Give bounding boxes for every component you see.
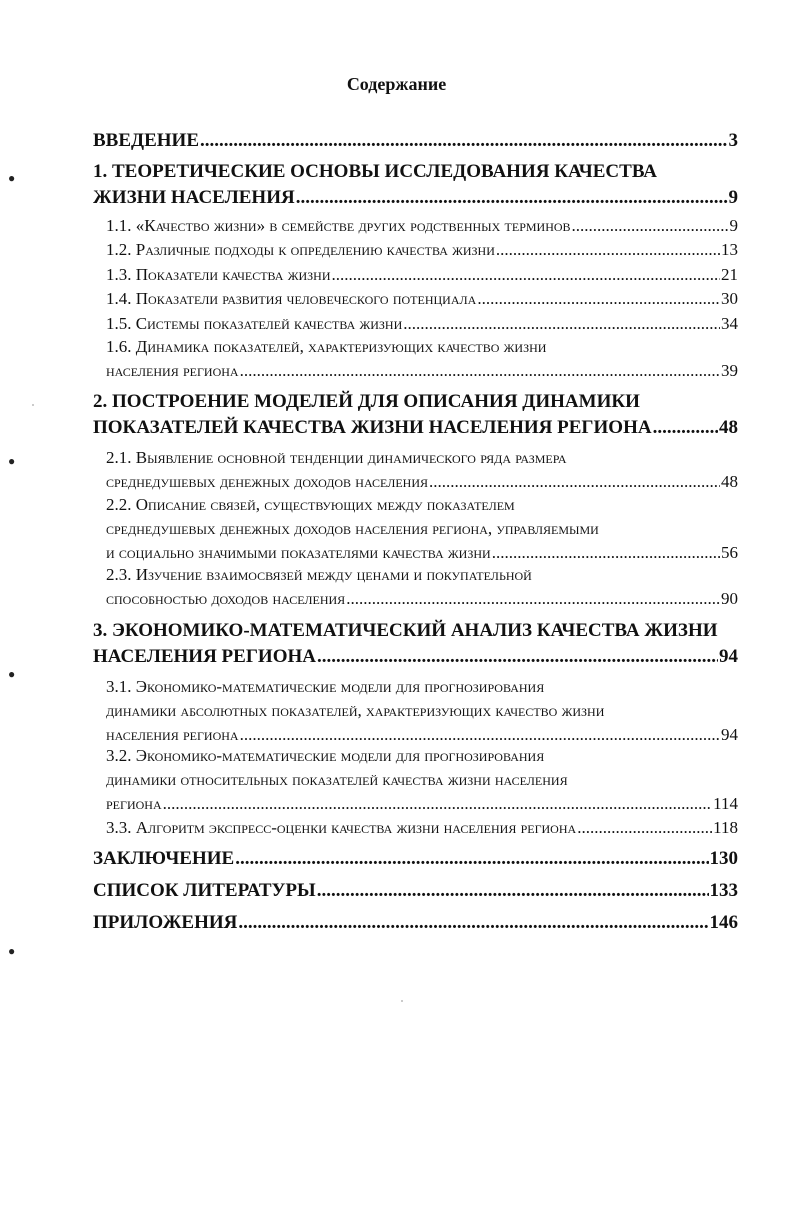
toc-entry-title: 1.1. «Качество жизни» в семействе других родственных терминов	[106, 216, 571, 235]
toc-page-number: 9	[729, 216, 738, 235]
toc-entry-section-2-1[interactable]	[106, 446, 738, 494]
dot-leader	[477, 287, 720, 311]
toc-entry-section-3-3[interactable]	[106, 816, 738, 840]
toc-entry-last-line	[93, 910, 738, 936]
binding-mark-icon: ●	[8, 171, 16, 185]
toc-entry-chapter-1[interactable]	[93, 159, 738, 211]
toc-page-number: 13	[721, 240, 738, 259]
toc-entry-last-line	[106, 587, 738, 611]
toc-entry-title: населения региона	[106, 725, 239, 744]
toc-page-number: 3	[728, 130, 738, 151]
toc-entry-title: населения региона	[106, 361, 239, 380]
toc-entry-appendices[interactable]	[93, 910, 738, 936]
toc-entry-last-line	[106, 470, 738, 494]
toc-entry-title: ВВЕДЕНИЕ	[93, 130, 199, 151]
toc-page-number: 48	[721, 472, 738, 491]
toc-entry-title: и социально значимыми показателями качества жизни	[106, 543, 491, 562]
toc-entry-title: 1.2. Различные подходы к определению качества жизни	[106, 240, 495, 259]
dot-leader	[296, 185, 728, 211]
toc-entry-title: способностью доходов населения	[106, 589, 346, 608]
dot-leader	[429, 470, 720, 494]
toc-entry-title: среднедушевых денежных доходов населения	[106, 472, 429, 491]
toc-entry-title: ПОКАЗАТЕЛЕЙ КАЧЕСТВА ЖИЗНИ НАСЕЛЕНИЯ РЕГИОНА	[93, 417, 652, 438]
toc-entry-last-line	[106, 287, 738, 311]
toc-entry-section-3-2[interactable]	[106, 744, 738, 816]
toc-entry-introduction[interactable]	[93, 128, 738, 154]
toc-entry-section-3-1[interactable]	[106, 675, 738, 747]
dot-leader	[240, 359, 720, 383]
toc-entry-last-line	[93, 128, 738, 154]
toc-entry-title: НАСЕЛЕНИЯ РЕГИОНА	[93, 646, 316, 667]
toc-entry-last-line	[93, 878, 738, 904]
toc-entry-title-line: среднедушевых денежных доходов населения региона, управляемыми	[106, 519, 599, 538]
binding-mark-icon: ●	[8, 667, 16, 681]
toc-entry-title: ЗАКЛЮЧЕНИЕ	[93, 848, 235, 869]
toc-entry-section-1-1[interactable]	[106, 214, 738, 238]
toc-entry-title-line: 3. ЭКОНОМИКО-МАТЕМАТИЧЕСКИЙ АНАЛИЗ КАЧЕСТВА ЖИЗНИ	[93, 620, 718, 641]
toc-entry-section-2-2[interactable]	[106, 493, 738, 565]
toc-entry-title-line: 2. ПОСТРОЕНИЕ МОДЕЛЕЙ ДЛЯ ОПИСАНИЯ ДИНАМИКИ	[93, 391, 640, 412]
dot-leader	[238, 910, 708, 936]
toc-entry-section-1-4[interactable]	[106, 287, 738, 311]
toc-entry-title-line: 1.6. Динамика показателей, характеризующих качество жизни	[106, 337, 547, 356]
toc-page-number: 94	[719, 646, 738, 667]
toc-entry-title-line: 1. ТЕОРЕТИЧЕСКИЕ ОСНОВЫ ИССЛЕДОВАНИЯ КАЧЕСТВА	[93, 161, 658, 182]
toc-entry-title: 3.3. Алгоритм экспресс-оценки качества жизни населения региона	[106, 818, 577, 837]
toc-entry-last-line	[106, 816, 738, 840]
toc-entry-last-line	[106, 792, 738, 816]
dot-leader	[346, 587, 720, 611]
page-title: Содержание	[346, 74, 447, 94]
toc-entry-title: 1.5. Системы показателей качества жизни	[106, 314, 403, 333]
dot-leader	[577, 816, 712, 840]
binding-mark-icon: ●	[8, 454, 16, 468]
toc-entry-last-line	[106, 541, 738, 565]
toc-entry-title-line: динамики абсолютных показателей, характеризующих качество жизни	[106, 701, 605, 720]
toc-entry-chapter-2[interactable]	[93, 389, 738, 441]
scan-speck	[401, 1000, 403, 1002]
dot-leader	[653, 415, 718, 441]
toc-entry-last-line	[106, 214, 738, 238]
toc-entry-title: региона	[106, 794, 162, 813]
toc-entry-last-line	[93, 415, 738, 441]
toc-page-number: 34	[721, 314, 738, 333]
toc-entry-title-line: динамики относительных показателей качества жизни населения	[106, 770, 568, 789]
toc-entry-section-1-6[interactable]	[106, 335, 738, 383]
toc-entry-title-line: 2.3. Изучение взаимосвязей между ценами и покупательной	[106, 565, 532, 584]
toc-page-number: 118	[713, 818, 738, 837]
toc-entry-title-line: 3.1. Экономико-математические модели для прогнозирования	[106, 677, 545, 696]
toc-entry-last-line	[106, 312, 738, 336]
toc-page-number: 30	[721, 289, 738, 308]
dot-leader	[317, 644, 718, 670]
dot-leader	[200, 128, 728, 154]
toc-page-number: 90	[721, 589, 738, 608]
toc-page-number: 56	[721, 543, 738, 562]
toc-entry-section-1-3[interactable]	[106, 263, 738, 287]
toc-entry-title: ЖИЗНИ НАСЕЛЕНИЯ	[93, 187, 295, 208]
toc-entry-conclusion[interactable]	[93, 846, 738, 872]
dot-leader	[496, 238, 720, 262]
toc-page-number: 130	[709, 848, 738, 869]
toc-entry-title: 1.4. Показатели развития человеческого потенциала	[106, 289, 477, 308]
toc-entry-title: 1.3. Показатели качества жизни	[106, 265, 331, 284]
toc-entry-section-1-5[interactable]	[106, 312, 738, 336]
scan-speck	[32, 404, 34, 406]
toc-entry-last-line	[93, 185, 738, 211]
toc-page-number: 133	[709, 880, 738, 901]
toc-page-number: 146	[709, 912, 738, 933]
toc-entry-section-2-3[interactable]	[106, 563, 738, 611]
toc-entry-title-line: 2.2. Описание связей, существующих между показателем	[106, 495, 515, 514]
toc-entry-last-line	[106, 359, 738, 383]
toc-entry-last-line	[93, 846, 738, 872]
toc-page-number: 94	[721, 725, 738, 744]
toc-entry-title: СПИСОК ЛИТЕРАТУРЫ	[93, 880, 316, 901]
toc-entry-title-line: 2.1. Выявление основной тенденции динамического ряда размера	[106, 448, 567, 467]
toc-entry-title-line: 3.2. Экономико-математические модели для прогнозирования	[106, 746, 545, 765]
toc-entry-last-line	[106, 238, 738, 262]
dot-leader	[492, 541, 720, 565]
toc-entry-last-line	[106, 263, 738, 287]
toc-entry-chapter-3[interactable]	[93, 618, 738, 670]
binding-mark-icon: ●	[8, 944, 16, 958]
dot-leader	[235, 846, 708, 872]
toc-entry-section-1-2[interactable]	[106, 238, 738, 262]
toc-entry-last-line	[93, 644, 738, 670]
toc-page-number: 9	[728, 187, 738, 208]
toc-entry-title: ПРИЛОЖЕНИЯ	[93, 912, 238, 933]
dot-leader	[572, 214, 729, 238]
dot-leader	[403, 312, 720, 336]
toc-page-number: 21	[721, 265, 738, 284]
dot-leader	[317, 878, 709, 904]
toc-page-number: 39	[721, 361, 738, 380]
toc-entry-references[interactable]	[93, 878, 738, 904]
toc-page-number: 48	[719, 417, 738, 438]
toc-page-number: 114	[713, 794, 738, 813]
dot-leader	[163, 792, 713, 816]
dot-leader	[331, 263, 720, 287]
